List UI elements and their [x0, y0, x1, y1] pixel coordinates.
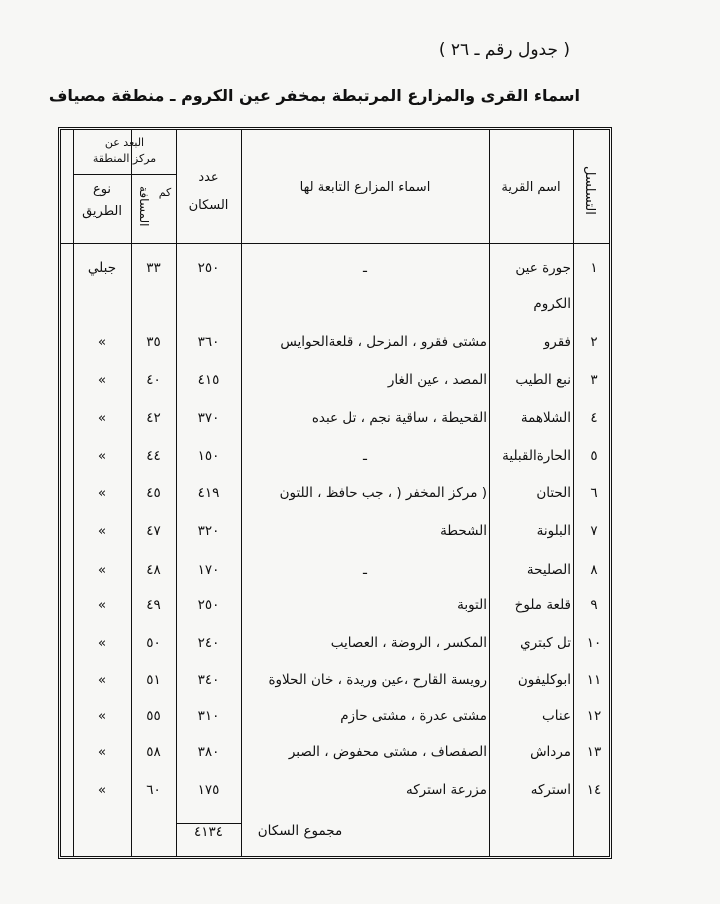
row-farms: ـ: [363, 448, 367, 464]
row-distance: ٤٥: [146, 485, 161, 501]
row-population: ٣٢٠: [197, 523, 220, 539]
row-road-type: »: [97, 562, 107, 578]
row-population: ٣٤٠: [197, 672, 220, 688]
header-distance-group-2: مركز المنطقة: [92, 152, 157, 165]
row-population: ٢٤٠: [197, 635, 220, 651]
row-farms: ـ: [363, 260, 367, 276]
row-farms: مشتى فقرو ، المزحل ، قلعةالحوايس: [280, 334, 487, 350]
header-distance-group-1: البعد عن: [104, 136, 145, 149]
row-population: ٢٥٠: [197, 597, 220, 613]
header-distance: المسافة: [137, 186, 151, 227]
row-population: ٢٥٠: [197, 260, 220, 276]
row-distance: ٣٣: [146, 260, 161, 276]
row-road-type: »: [97, 485, 107, 501]
header-distance-unit: كم: [158, 186, 172, 199]
row-village: الحارةالقبلية: [502, 448, 571, 464]
row-distance: ٣٥: [146, 334, 161, 350]
row-serial: ٥: [590, 448, 598, 464]
row-serial: ١٢: [586, 708, 602, 724]
row-distance: ٤٠: [146, 372, 161, 388]
row-population: ٣٦٠: [197, 334, 220, 350]
row-distance: ٤٤: [146, 448, 161, 464]
row-road-type: »: [97, 448, 107, 464]
row-distance: ٤٢: [146, 410, 161, 426]
table-number: ( جدول رقم ـ ٢٦ ): [438, 40, 570, 60]
row-farms: المصد ، عين الغار: [387, 372, 487, 388]
data-table: [58, 127, 612, 859]
row-farms: ( مركز المخفر ( ، جب حافظ ، اللتون: [279, 485, 487, 501]
row-serial: ١٣: [586, 744, 602, 760]
row-road-type: »: [97, 372, 107, 388]
row-population: ٣٧٠: [197, 410, 220, 426]
header-population-2: السكان: [188, 198, 229, 213]
row-road-type: »: [97, 523, 107, 539]
row-farms: التوبة: [457, 597, 487, 613]
row-village: الشلاهمة: [520, 410, 571, 426]
row-village: الحتان: [536, 485, 571, 501]
row-village: عناب: [542, 708, 571, 724]
row-road-type: »: [97, 635, 107, 651]
row-serial: ٨: [590, 562, 598, 578]
row-population: ٣١٠: [197, 708, 220, 724]
header-population-1: عدد: [198, 170, 219, 185]
row-road-type: »: [97, 782, 107, 798]
column-divider: [241, 130, 242, 856]
row-population: ١٧٥: [197, 782, 220, 798]
row-farms: القحيطة ، ساقية نجم ، تل عبده: [311, 410, 487, 426]
row-road-type: جبلي: [87, 260, 117, 276]
row-population: ١٥٠: [197, 448, 220, 464]
row-distance: ٥٥: [146, 708, 161, 724]
row-village-line2: الكروم: [533, 296, 571, 312]
row-village: استركه: [530, 782, 571, 798]
row-village: قلعة ملوخ: [514, 597, 571, 613]
row-village: الصليحة: [526, 562, 571, 578]
row-village: ابوكليفون: [517, 672, 571, 688]
row-distance: ٤٩: [146, 597, 161, 613]
header-serial: التسلسل: [582, 166, 597, 215]
row-farms: مشتى عدرة ، مشتى حازم: [340, 708, 487, 724]
row-road-type: »: [97, 708, 107, 724]
total-value: ٤١٣٤: [176, 823, 241, 840]
row-population: ٤١٥: [197, 372, 220, 388]
row-village: فقرو: [543, 334, 571, 350]
row-farms: ـ: [363, 562, 367, 578]
row-farms: الصفصاف ، مشتى محفوض ، الصبر: [288, 744, 487, 760]
row-farms: رويسة القارح ،عين وريدة ، خان الحلاوة: [268, 672, 487, 688]
header-divider: [61, 243, 609, 244]
row-distance: ٤٧: [146, 523, 161, 539]
row-serial: ٣: [590, 372, 598, 388]
row-farms: مزرعة استركه: [405, 782, 487, 798]
row-population: ١٧٠: [197, 562, 220, 578]
row-village: تل كبتري: [520, 635, 571, 651]
header-village: اسم القرية: [501, 180, 561, 195]
row-road-type: »: [97, 334, 107, 350]
row-village: مرداش: [530, 744, 571, 760]
row-serial: ١٤: [586, 782, 602, 798]
row-serial: ١١: [586, 672, 602, 688]
row-distance: ٥١: [146, 672, 161, 688]
row-distance: ٦٠: [146, 782, 161, 798]
row-village: جورة عين: [515, 260, 571, 276]
row-village: نبع الطيب: [515, 372, 571, 388]
row-serial: ٧: [590, 523, 598, 539]
row-road-type: »: [97, 410, 107, 426]
header-subdivider: [73, 174, 176, 175]
row-distance: ٤٨: [146, 562, 161, 578]
header-road-1: نوع: [92, 182, 112, 197]
header-road-2: الطريق: [82, 204, 122, 219]
row-serial: ٤: [590, 410, 598, 426]
row-serial: ١٠: [586, 635, 602, 651]
header-farms: اسماء المزارع التابعة لها: [299, 180, 431, 195]
row-serial: ٢: [590, 334, 598, 350]
row-serial: ٩: [590, 597, 598, 613]
row-distance: ٥٨: [146, 744, 161, 760]
row-farms: الشحطة: [440, 523, 487, 539]
row-road-type: »: [97, 672, 107, 688]
row-distance: ٥٠: [146, 635, 161, 651]
row-serial: ١: [590, 260, 598, 276]
row-population: ٣٨٠: [197, 744, 220, 760]
row-road-type: »: [97, 744, 107, 760]
row-road-type: »: [97, 597, 107, 613]
row-village: البلونة: [536, 523, 571, 539]
page-title: اسماء القرى والمزارع المرتبطة بمخفر عين الكروم ـ منطقة مصياف: [48, 86, 580, 105]
row-population: ٤١٩: [197, 485, 220, 501]
total-label: مجموع السكان: [257, 823, 343, 839]
row-farms: المكسر ، الروضة ، العصايب: [330, 635, 487, 651]
row-serial: ٦: [590, 485, 598, 501]
